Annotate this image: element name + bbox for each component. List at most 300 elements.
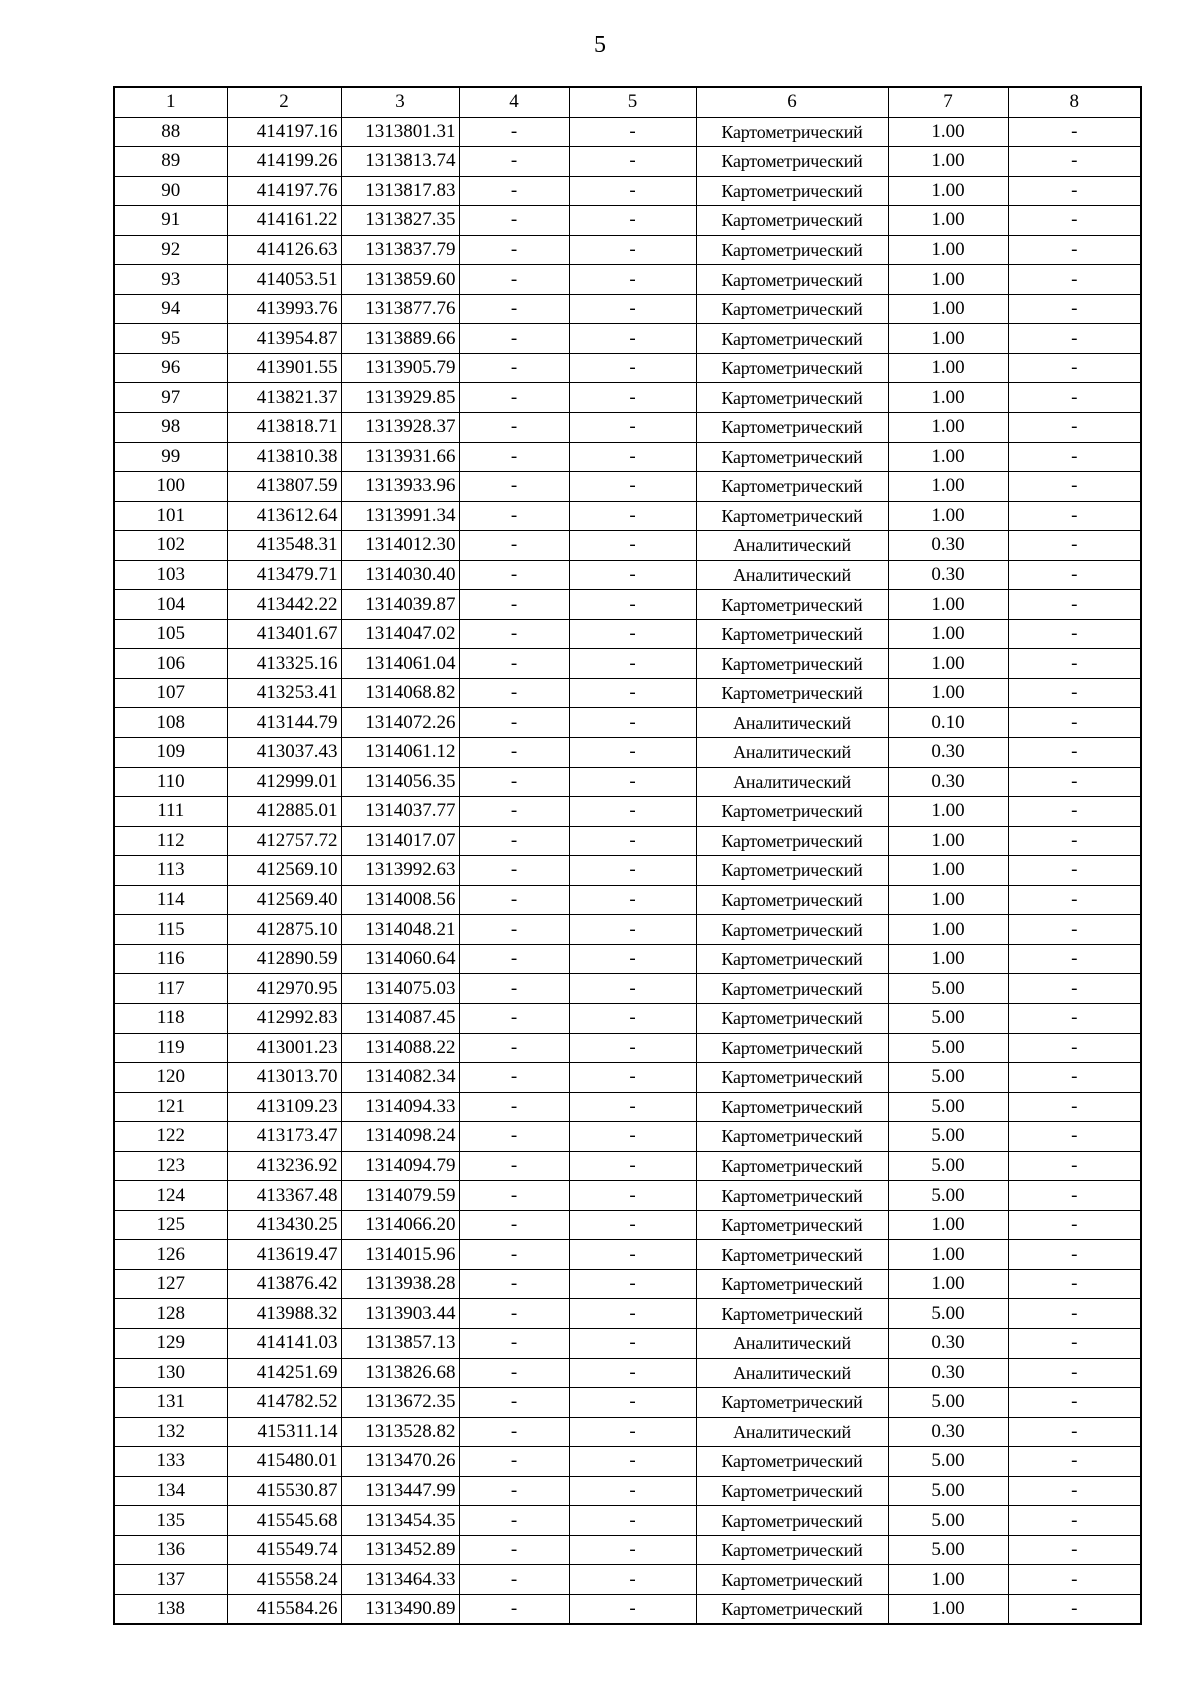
x-coordinate-cell: 412992.83 xyxy=(227,1003,341,1033)
accuracy-cell: 5.00 xyxy=(888,1151,1008,1181)
column-5-cell: - xyxy=(569,294,696,324)
point-number-cell: 124 xyxy=(114,1181,227,1211)
column-4-cell: - xyxy=(459,797,569,827)
table-row xyxy=(114,353,1141,383)
method-cell: Картометрический xyxy=(696,1210,888,1240)
method-cell: Картометрический xyxy=(696,915,888,945)
column-8-cell: - xyxy=(1008,915,1141,945)
x-coordinate-cell: 412569.10 xyxy=(227,856,341,886)
column-4-cell: - xyxy=(459,1151,569,1181)
accuracy-cell: 1.00 xyxy=(888,324,1008,354)
x-coordinate-cell: 414197.16 xyxy=(227,117,341,147)
column-5-cell: - xyxy=(569,1033,696,1063)
y-coordinate-cell: 1314048.21 xyxy=(341,915,459,945)
y-coordinate-cell: 1313490.89 xyxy=(341,1594,459,1624)
table-row xyxy=(114,501,1141,531)
column-4-cell: - xyxy=(459,324,569,354)
column-8-cell: - xyxy=(1008,944,1141,974)
table-row xyxy=(114,1269,1141,1299)
table-row xyxy=(114,619,1141,649)
column-5-cell: - xyxy=(569,1122,696,1152)
accuracy-cell: 1.00 xyxy=(888,383,1008,413)
table-row xyxy=(114,147,1141,177)
table-row xyxy=(114,915,1141,945)
column-8-cell: - xyxy=(1008,708,1141,738)
column-4-cell: - xyxy=(459,1328,569,1358)
column-8-cell: - xyxy=(1008,265,1141,295)
x-coordinate-cell: 413037.43 xyxy=(227,738,341,768)
x-coordinate-cell: 415530.87 xyxy=(227,1476,341,1506)
column-4-cell: - xyxy=(459,1092,569,1122)
column-8-cell: - xyxy=(1008,1063,1141,1093)
column-8-cell: - xyxy=(1008,1417,1141,1447)
table-row xyxy=(114,265,1141,295)
column-8-cell: - xyxy=(1008,1240,1141,1270)
column-8-cell: - xyxy=(1008,235,1141,265)
column-5-cell: - xyxy=(569,442,696,472)
table-row xyxy=(114,826,1141,856)
method-cell: Картометрический xyxy=(696,1388,888,1418)
table-row xyxy=(114,856,1141,886)
x-coordinate-cell: 413954.87 xyxy=(227,324,341,354)
accuracy-cell: 1.00 xyxy=(888,797,1008,827)
column-4-cell: - xyxy=(459,1594,569,1624)
method-cell: Картометрический xyxy=(696,1447,888,1477)
accuracy-cell: 1.00 xyxy=(888,1210,1008,1240)
point-number-cell: 115 xyxy=(114,915,227,945)
column-5-cell: - xyxy=(569,856,696,886)
column-5-cell: - xyxy=(569,472,696,502)
column-8-cell: - xyxy=(1008,1122,1141,1152)
y-coordinate-cell: 1313452.89 xyxy=(341,1535,459,1565)
point-number-cell: 95 xyxy=(114,324,227,354)
column-4-cell: - xyxy=(459,1210,569,1240)
method-cell: Картометрический xyxy=(696,324,888,354)
method-cell: Картометрический xyxy=(696,442,888,472)
table-row xyxy=(114,1240,1141,1270)
x-coordinate-cell: 413988.32 xyxy=(227,1299,341,1329)
column-8-cell: - xyxy=(1008,1476,1141,1506)
point-number-cell: 92 xyxy=(114,235,227,265)
table-row xyxy=(114,1417,1141,1447)
table-row xyxy=(114,1328,1141,1358)
accuracy-cell: 1.00 xyxy=(888,294,1008,324)
method-cell: Картометрический xyxy=(696,885,888,915)
accuracy-cell: 0.30 xyxy=(888,1417,1008,1447)
accuracy-cell: 1.00 xyxy=(888,235,1008,265)
y-coordinate-cell: 1314094.79 xyxy=(341,1151,459,1181)
column-8-cell: - xyxy=(1008,1033,1141,1063)
column-4-cell: - xyxy=(459,1358,569,1388)
method-cell: Аналитический xyxy=(696,560,888,590)
point-number-cell: 120 xyxy=(114,1063,227,1093)
method-cell: Картометрический xyxy=(696,206,888,236)
accuracy-cell: 1.00 xyxy=(888,501,1008,531)
table-row xyxy=(114,324,1141,354)
accuracy-cell: 5.00 xyxy=(888,1506,1008,1536)
column-4-cell: - xyxy=(459,915,569,945)
accuracy-cell: 0.30 xyxy=(888,531,1008,561)
column-8-cell: - xyxy=(1008,353,1141,383)
column-8-cell: - xyxy=(1008,974,1141,1004)
column-8-cell: - xyxy=(1008,1594,1141,1624)
column-5-cell: - xyxy=(569,501,696,531)
method-cell: Картометрический xyxy=(696,294,888,324)
x-coordinate-cell: 413821.37 xyxy=(227,383,341,413)
accuracy-cell: 1.00 xyxy=(888,590,1008,620)
table-row xyxy=(114,176,1141,206)
method-cell: Картометрический xyxy=(696,1299,888,1329)
table-row xyxy=(114,235,1141,265)
point-number-cell: 106 xyxy=(114,649,227,679)
column-4-cell: - xyxy=(459,117,569,147)
accuracy-cell: 1.00 xyxy=(888,206,1008,236)
accuracy-cell: 0.30 xyxy=(888,1358,1008,1388)
method-cell: Картометрический xyxy=(696,1269,888,1299)
table-row xyxy=(114,1447,1141,1477)
column-8-cell: - xyxy=(1008,472,1141,502)
column-5-cell: - xyxy=(569,649,696,679)
point-number-cell: 89 xyxy=(114,147,227,177)
column-5-cell: - xyxy=(569,619,696,649)
column-5-cell: - xyxy=(569,1476,696,1506)
column-5-cell: - xyxy=(569,944,696,974)
method-cell: Картометрический xyxy=(696,1063,888,1093)
x-coordinate-cell: 414141.03 xyxy=(227,1328,341,1358)
x-coordinate-cell: 413548.31 xyxy=(227,531,341,561)
method-cell: Картометрический xyxy=(696,1151,888,1181)
x-coordinate-cell: 414053.51 xyxy=(227,265,341,295)
column-4-cell: - xyxy=(459,708,569,738)
column-5-cell: - xyxy=(569,383,696,413)
table-row xyxy=(114,1003,1141,1033)
column-5-cell: - xyxy=(569,1535,696,1565)
table-row xyxy=(114,1476,1141,1506)
method-cell: Картометрический xyxy=(696,1003,888,1033)
column-4-cell: - xyxy=(459,1447,569,1477)
accuracy-cell: 5.00 xyxy=(888,1476,1008,1506)
accuracy-cell: 5.00 xyxy=(888,1535,1008,1565)
table-row xyxy=(114,678,1141,708)
column-8-cell: - xyxy=(1008,1535,1141,1565)
column-5-cell: - xyxy=(569,176,696,206)
point-number-cell: 129 xyxy=(114,1328,227,1358)
x-coordinate-cell: 413367.48 xyxy=(227,1181,341,1211)
point-number-cell: 117 xyxy=(114,974,227,1004)
accuracy-cell: 1.00 xyxy=(888,885,1008,915)
table-row xyxy=(114,885,1141,915)
page-number: 5 xyxy=(594,32,606,58)
column-5-cell: - xyxy=(569,1358,696,1388)
column-4-cell: - xyxy=(459,826,569,856)
column-8-cell: - xyxy=(1008,797,1141,827)
column-4-cell: - xyxy=(459,1240,569,1270)
column-header: 6 xyxy=(696,87,888,117)
x-coordinate-cell: 413612.64 xyxy=(227,501,341,531)
point-number-cell: 114 xyxy=(114,885,227,915)
column-5-cell: - xyxy=(569,708,696,738)
column-8-cell: - xyxy=(1008,1358,1141,1388)
accuracy-cell: 5.00 xyxy=(888,1063,1008,1093)
method-cell: Картометрический xyxy=(696,1565,888,1595)
point-number-cell: 110 xyxy=(114,767,227,797)
method-cell: Картометрический xyxy=(696,413,888,443)
accuracy-cell: 1.00 xyxy=(888,1594,1008,1624)
y-coordinate-cell: 1313992.63 xyxy=(341,856,459,886)
column-4-cell: - xyxy=(459,619,569,649)
accuracy-cell: 1.00 xyxy=(888,176,1008,206)
column-5-cell: - xyxy=(569,1388,696,1418)
y-coordinate-cell: 1314008.56 xyxy=(341,885,459,915)
table-row xyxy=(114,1210,1141,1240)
column-8-cell: - xyxy=(1008,1447,1141,1477)
method-cell: Картометрический xyxy=(696,265,888,295)
y-coordinate-cell: 1314094.33 xyxy=(341,1092,459,1122)
column-5-cell: - xyxy=(569,915,696,945)
column-8-cell: - xyxy=(1008,767,1141,797)
method-cell: Аналитический xyxy=(696,738,888,768)
column-8-cell: - xyxy=(1008,176,1141,206)
column-5-cell: - xyxy=(569,1151,696,1181)
point-number-cell: 112 xyxy=(114,826,227,856)
column-4-cell: - xyxy=(459,235,569,265)
x-coordinate-cell: 413109.23 xyxy=(227,1092,341,1122)
table-row xyxy=(114,383,1141,413)
point-number-cell: 102 xyxy=(114,531,227,561)
x-coordinate-cell: 414161.22 xyxy=(227,206,341,236)
y-coordinate-cell: 1314066.20 xyxy=(341,1210,459,1240)
table-row xyxy=(114,1063,1141,1093)
x-coordinate-cell: 415558.24 xyxy=(227,1565,341,1595)
column-5-cell: - xyxy=(569,117,696,147)
y-coordinate-cell: 1314039.87 xyxy=(341,590,459,620)
method-cell: Картометрический xyxy=(696,1122,888,1152)
method-cell: Картометрический xyxy=(696,176,888,206)
point-number-cell: 113 xyxy=(114,856,227,886)
method-cell: Картометрический xyxy=(696,974,888,1004)
method-cell: Картометрический xyxy=(696,649,888,679)
method-cell: Аналитический xyxy=(696,1417,888,1447)
x-coordinate-cell: 412757.72 xyxy=(227,826,341,856)
column-5-cell: - xyxy=(569,767,696,797)
table-row xyxy=(114,974,1141,1004)
y-coordinate-cell: 1313903.44 xyxy=(341,1299,459,1329)
table-row xyxy=(114,708,1141,738)
accuracy-cell: 5.00 xyxy=(888,1388,1008,1418)
column-8-cell: - xyxy=(1008,442,1141,472)
column-5-cell: - xyxy=(569,590,696,620)
y-coordinate-cell: 1314068.82 xyxy=(341,678,459,708)
accuracy-cell: 1.00 xyxy=(888,826,1008,856)
column-8-cell: - xyxy=(1008,324,1141,354)
column-4-cell: - xyxy=(459,944,569,974)
y-coordinate-cell: 1313470.26 xyxy=(341,1447,459,1477)
accuracy-cell: 5.00 xyxy=(888,1003,1008,1033)
accuracy-cell: 5.00 xyxy=(888,974,1008,1004)
table-row xyxy=(114,590,1141,620)
method-cell: Аналитический xyxy=(696,1328,888,1358)
y-coordinate-cell: 1313801.31 xyxy=(341,117,459,147)
point-number-cell: 108 xyxy=(114,708,227,738)
point-number-cell: 107 xyxy=(114,678,227,708)
column-8-cell: - xyxy=(1008,206,1141,236)
column-5-cell: - xyxy=(569,826,696,856)
x-coordinate-cell: 415480.01 xyxy=(227,1447,341,1477)
column-5-cell: - xyxy=(569,1181,696,1211)
accuracy-cell: 1.00 xyxy=(888,117,1008,147)
column-5-cell: - xyxy=(569,413,696,443)
column-4-cell: - xyxy=(459,1063,569,1093)
method-cell: Картометрический xyxy=(696,501,888,531)
accuracy-cell: 1.00 xyxy=(888,619,1008,649)
column-8-cell: - xyxy=(1008,1092,1141,1122)
point-number-cell: 121 xyxy=(114,1092,227,1122)
column-8-cell: - xyxy=(1008,1565,1141,1595)
column-8-cell: - xyxy=(1008,117,1141,147)
point-number-cell: 134 xyxy=(114,1476,227,1506)
x-coordinate-cell: 413144.79 xyxy=(227,708,341,738)
column-5-cell: - xyxy=(569,1506,696,1536)
point-number-cell: 135 xyxy=(114,1506,227,1536)
column-5-cell: - xyxy=(569,1269,696,1299)
table-row xyxy=(114,472,1141,502)
table-header-row xyxy=(114,87,1141,117)
point-number-cell: 97 xyxy=(114,383,227,413)
accuracy-cell: 5.00 xyxy=(888,1299,1008,1329)
column-header: 3 xyxy=(341,87,459,117)
column-5-cell: - xyxy=(569,974,696,1004)
column-8-cell: - xyxy=(1008,649,1141,679)
table-row xyxy=(114,1033,1141,1063)
point-number-cell: 116 xyxy=(114,944,227,974)
column-4-cell: - xyxy=(459,442,569,472)
x-coordinate-cell: 413818.71 xyxy=(227,413,341,443)
x-coordinate-cell: 413901.55 xyxy=(227,353,341,383)
point-number-cell: 131 xyxy=(114,1388,227,1418)
y-coordinate-cell: 1313859.60 xyxy=(341,265,459,295)
table-row xyxy=(114,1388,1141,1418)
column-5-cell: - xyxy=(569,560,696,590)
y-coordinate-cell: 1314088.22 xyxy=(341,1033,459,1063)
table-row xyxy=(114,531,1141,561)
column-4-cell: - xyxy=(459,147,569,177)
point-number-cell: 136 xyxy=(114,1535,227,1565)
y-coordinate-cell: 1314056.35 xyxy=(341,767,459,797)
method-cell: Картометрический xyxy=(696,147,888,177)
accuracy-cell: 5.00 xyxy=(888,1447,1008,1477)
x-coordinate-cell: 415584.26 xyxy=(227,1594,341,1624)
accuracy-cell: 0.30 xyxy=(888,767,1008,797)
table-row xyxy=(114,1506,1141,1536)
accuracy-cell: 1.00 xyxy=(888,1269,1008,1299)
column-4-cell: - xyxy=(459,649,569,679)
x-coordinate-cell: 414782.52 xyxy=(227,1388,341,1418)
column-4-cell: - xyxy=(459,294,569,324)
point-number-cell: 93 xyxy=(114,265,227,295)
y-coordinate-cell: 1313991.34 xyxy=(341,501,459,531)
column-5-cell: - xyxy=(569,324,696,354)
accuracy-cell: 1.00 xyxy=(888,1240,1008,1270)
accuracy-cell: 1.00 xyxy=(888,265,1008,295)
accuracy-cell: 1.00 xyxy=(888,915,1008,945)
column-4-cell: - xyxy=(459,1033,569,1063)
column-8-cell: - xyxy=(1008,1181,1141,1211)
point-number-cell: 118 xyxy=(114,1003,227,1033)
table-row xyxy=(114,206,1141,236)
x-coordinate-cell: 413807.59 xyxy=(227,472,341,502)
column-5-cell: - xyxy=(569,1092,696,1122)
point-number-cell: 127 xyxy=(114,1269,227,1299)
y-coordinate-cell: 1314061.12 xyxy=(341,738,459,768)
table-row xyxy=(114,1092,1141,1122)
column-5-cell: - xyxy=(569,1447,696,1477)
column-5-cell: - xyxy=(569,531,696,561)
y-coordinate-cell: 1314087.45 xyxy=(341,1003,459,1033)
method-cell: Аналитический xyxy=(696,767,888,797)
table-row xyxy=(114,1122,1141,1152)
column-4-cell: - xyxy=(459,767,569,797)
point-number-cell: 91 xyxy=(114,206,227,236)
accuracy-cell: 0.30 xyxy=(888,738,1008,768)
point-number-cell: 122 xyxy=(114,1122,227,1152)
method-cell: Картометрический xyxy=(696,1240,888,1270)
column-4-cell: - xyxy=(459,974,569,1004)
column-header: 7 xyxy=(888,87,1008,117)
accuracy-cell: 0.10 xyxy=(888,708,1008,738)
table-row xyxy=(114,1299,1141,1329)
x-coordinate-cell: 414199.26 xyxy=(227,147,341,177)
x-coordinate-cell: 412999.01 xyxy=(227,767,341,797)
column-4-cell: - xyxy=(459,1122,569,1152)
x-coordinate-cell: 412885.01 xyxy=(227,797,341,827)
column-4-cell: - xyxy=(459,560,569,590)
accuracy-cell: 1.00 xyxy=(888,856,1008,886)
table-row xyxy=(114,442,1141,472)
column-5-cell: - xyxy=(569,885,696,915)
y-coordinate-cell: 1313928.37 xyxy=(341,413,459,443)
x-coordinate-cell: 412569.40 xyxy=(227,885,341,915)
y-coordinate-cell: 1314061.04 xyxy=(341,649,459,679)
column-4-cell: - xyxy=(459,590,569,620)
accuracy-cell: 1.00 xyxy=(888,944,1008,974)
point-number-cell: 96 xyxy=(114,353,227,383)
method-cell: Картометрический xyxy=(696,1033,888,1063)
x-coordinate-cell: 413993.76 xyxy=(227,294,341,324)
accuracy-cell: 1.00 xyxy=(888,147,1008,177)
column-8-cell: - xyxy=(1008,383,1141,413)
point-number-cell: 119 xyxy=(114,1033,227,1063)
column-5-cell: - xyxy=(569,1210,696,1240)
table-row xyxy=(114,1535,1141,1565)
column-5-cell: - xyxy=(569,1240,696,1270)
accuracy-cell: 5.00 xyxy=(888,1092,1008,1122)
column-4-cell: - xyxy=(459,885,569,915)
column-8-cell: - xyxy=(1008,147,1141,177)
point-number-cell: 130 xyxy=(114,1358,227,1388)
method-cell: Картометрический xyxy=(696,826,888,856)
column-5-cell: - xyxy=(569,206,696,236)
column-8-cell: - xyxy=(1008,619,1141,649)
column-4-cell: - xyxy=(459,1417,569,1447)
column-4-cell: - xyxy=(459,1269,569,1299)
x-coordinate-cell: 413401.67 xyxy=(227,619,341,649)
accuracy-cell: 1.00 xyxy=(888,472,1008,502)
column-5-cell: - xyxy=(569,353,696,383)
point-number-cell: 123 xyxy=(114,1151,227,1181)
y-coordinate-cell: 1313857.13 xyxy=(341,1328,459,1358)
column-8-cell: - xyxy=(1008,678,1141,708)
column-4-cell: - xyxy=(459,1535,569,1565)
